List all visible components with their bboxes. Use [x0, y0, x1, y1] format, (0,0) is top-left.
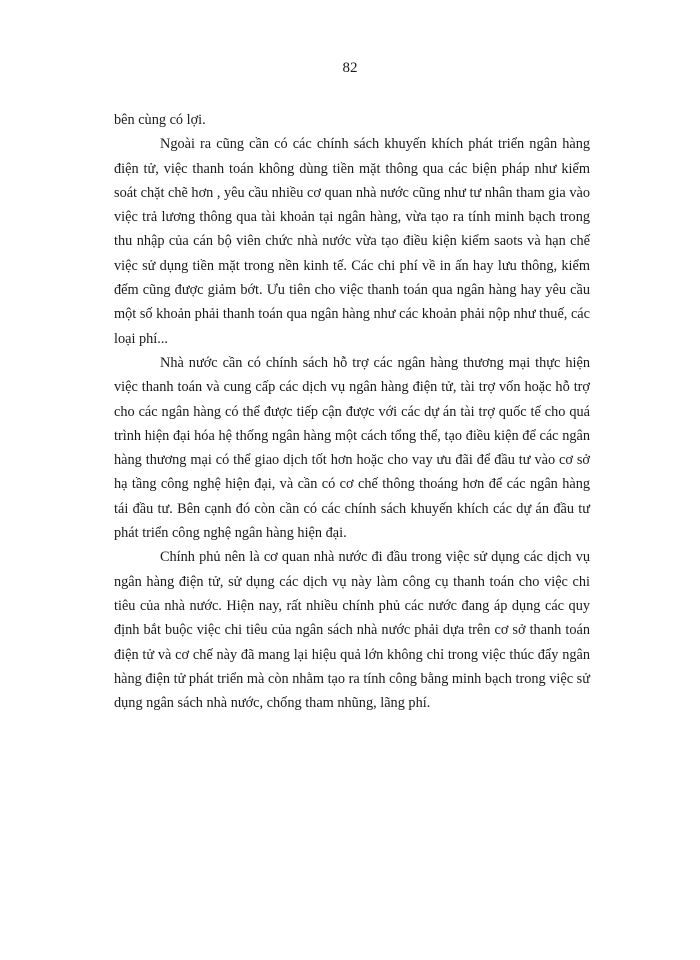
- page-number: 82: [342, 60, 358, 76]
- paragraph-continuation: bên cùng có lợi.: [114, 112, 206, 128]
- paragraph-electronic-banking-incentives: Ngoài ra cũng cần có các chính sách khuyến khích phát triển ngân hàng điện tử, việc thanh toán không dùng tiền mặt thông qua các biện pháp như kiểm soát chặt chẽ hơn , yêu cầu nhiều cơ quan nhà nước cũng như tư nhân tham gia vào việc trả lương thông qua tài khoản tại ngân hàng, vừa tạo ra tính minh bạch trong thu nhập của cán bộ viên chức nhà nước vừa tạo điều kiện kiểm saots và hạn chế việc sử dụng tiền mặt trong nền kinh tế. Các chi phí về in ấn hay lưu thông, kiểm đếm cũng được giảm bớt. Ưu tiên cho việc thanh toán qua ngân hàng hay yêu cầu một số khoản phải thanh toán qua ngân hàng như các khoản phải nộp như thuế, các loại phí...: [114, 136, 590, 347]
- paragraph-state-support-banks: Nhà nước cần có chính sách hỗ trợ các ngân hàng thương mại thực hiện việc thanh toán và cung cấp các dịch vụ ngân hàng điện tử, tài trợ vốn hoặc hỗ trợ cho các ngân hàng có thể được tiếp cận được với các dự án tài trợ quốc tế cho quá trình hiện đại hóa hệ thống ngân hàng một cách tổng thể, tạo điều kiện để các ngân hàng thương mại có thể giao dịch tốt hơn hoặc cho vay ưu đãi để đầu tư vào cơ sở hạ tầng công nghệ hiện đại, và cần có cơ chế thông thoáng hơn để các ngân hàng tái đầu tư. Bên cạnh đó còn cần có các chính sách khuyến khích các dự án đầu tư phát triển công nghệ ngân hàng hiện đại.: [114, 354, 590, 542]
- body-text: [114, 108, 590, 715]
- paragraph-government-leads: Chính phủ nên là cơ quan nhà nước đi đầu trong việc sử dụng các dịch vụ ngân hàng điện tử, sử dụng các dịch vụ này làm công cụ thanh toán cho việc chi tiêu của nhà nước. Hiện nay, rất nhiều chính phủ các nước đang áp dụng các quy định bắt buộc việc chi tiêu của ngân sách nhà nước phải dựa trên cơ sở thanh toán điện tử và cơ chế này đã mang lại hiệu quả lớn không chỉ trong việc thúc đẩy ngân hàng điện tử phát triển mà còn nhằm tạo ra tính công bằng minh bạch trong việc sử dụng ngân sách nhà nước, chống tham nhũng, lãng phí.: [114, 549, 590, 712]
